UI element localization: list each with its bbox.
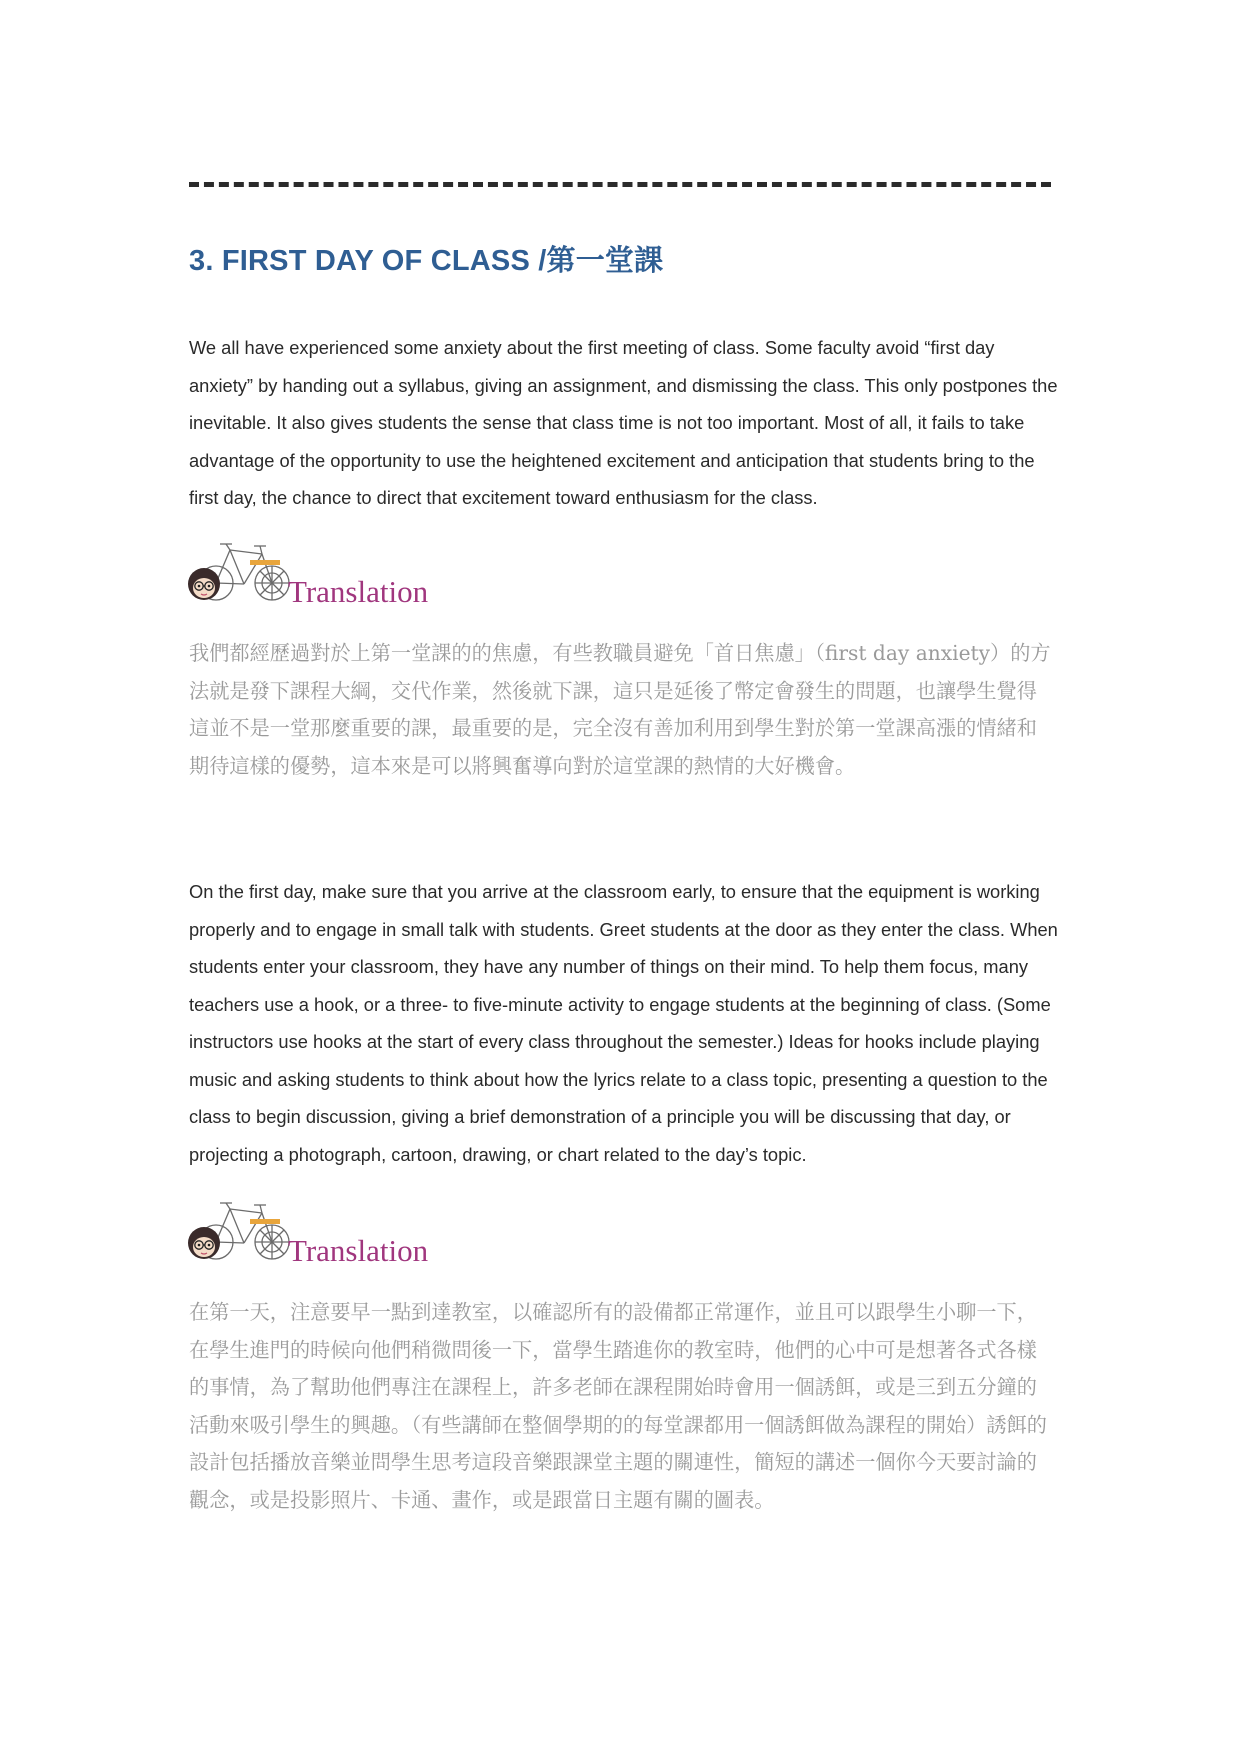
dashed-divider	[189, 182, 1051, 187]
translation-label: Translation	[288, 1233, 429, 1268]
section-heading: 3. FIRST DAY OF CLASS /第一堂課	[189, 245, 664, 277]
english-paragraph-2: On the first day, make sure that you arrive at the classroom early, to ensure that the equipment is working properly and to engage in small talk with students. Greet students at the door as they enter the class. When students enter your classroom, they have any number of things on their mind. To help them focus, many teachers use a hook, or a three- to five-minute activity to engage students at the beginning of class. (Some instructors use hooks at the start of every class throughout the semester.) Ideas for hooks include playing music and asking students to think about how the lyrics relate to a class topic, presenting a question to the class to begin discussion, giving a brief demonstration of a principle you will be discussing that day, or projecting a photograph, cartoon, drawing, or chart related to the day’s topic.	[189, 881, 1058, 1165]
bicycle-icon	[186, 540, 296, 612]
bicycle-icon	[186, 1199, 296, 1271]
translation-banner-2	[186, 1199, 456, 1271]
translation-label: Translation	[288, 574, 429, 609]
chinese-translation-1: 我們都經歷過對於上第一堂課的的焦慮，有些教職員避免「首日焦慮」（first day anxiety）的方法就是發下課程大綱，交代作業，然後就下課，這只是延後了幣定會發生的問題，也讓學生覺得這並不是一堂那麼重要的課，最重要的是，完全沒有善加利用到學生對於第一堂課高漲的情緒和期待這樣的優勢，這本來是可以將興奮導向對於這堂課的熱情的大好機會。	[189, 641, 1051, 778]
english-paragraph-1: We all have experienced some anxiety about the first meeting of class. Some faculty avoid “first day anxiety” by handing out a syllabus, giving an assignment, and dismissing the class. This only postpones the inevitable. It also gives students the sense that class time is not too important. Most of all, it fails to take advantage of the opportunity to use the heightened excitement and anticipation that students bring to the first day, the chance to direct that excitement toward enthusiasm for the class.	[189, 337, 1058, 508]
girl-avatar-icon	[188, 568, 220, 600]
girl-avatar-icon	[188, 1227, 220, 1259]
translation-banner-1	[186, 540, 456, 612]
chinese-translation-2: 在第一天，注意要早一點到達教室，以確認所有的設備都正常運作，並且可以跟學生小聊一下，在學生進門的時候向他們稍微問後一下，當學生踏進你的教室時，他們的心中可是想著各式各樣的事情，為了幫助他們專注在課程上，許多老師在課程開始時會用一個誘餌，或是三到五分鐘的活動來吸引學生的興趣。（有些講師在整個學期的的每堂課都用一個誘餌做為課程的開始）誘餌的設計包括播放音樂並問學生思考這段音樂跟課堂主題的關連性，簡短的講述一個你今天要討論的觀念，或是投影照片、卡通、畫作，或是跟當日主題有關的圖表。	[189, 1300, 1047, 1512]
